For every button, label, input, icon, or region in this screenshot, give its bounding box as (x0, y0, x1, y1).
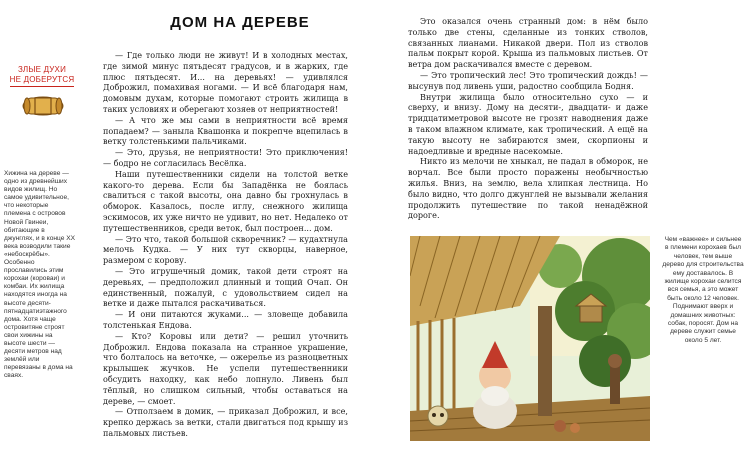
paragraph: — Это, друзья, не неприятности! Это приключения! — бодро не согласилась Весёлка. (103, 147, 348, 168)
right-sidebar-text: Чем «важнее» и сильнее в племени корохаев был человек, тем выше дерево для строительства ему доставалось. В жилище корохаи селится вся семья, а это может быть около 12 человек. Поднимают вверх и домашних животных: собак, поросят. Дом на дереве служит семье около 5 лет. (662, 236, 744, 344)
right-sidebar (662, 236, 744, 345)
treehouse-illustration (410, 236, 650, 441)
tag-line-1: ЗЛЫЕ ДУХИ (17, 65, 67, 74)
tag-underline (10, 86, 74, 87)
page-title: ДОМ НА ДЕРЕВЕ (170, 14, 310, 31)
paragraph: — И они питаются жуками... — зловеще добавила толстенькая Ендова. (103, 309, 348, 330)
paragraph: — Это игрушечный домик, такой дети строят на деревьях, — предположил длинный и тощий Очап. Он единственный, пожалуй, с удовольствием сидел на ветке и даже пытался раскачиваться. (103, 265, 348, 309)
left-sidebar (4, 170, 76, 380)
left-sidebar-text: Хижина на дереве — одно из древнейших видов жилищ. Но самое удивительное, что некоторые племена с островов Новой Гвинеи, обитающие в джунглях, и в конце XX века возводили такие «небоскрёбы». Особенно прославились этим корохаи (короваи) и комбаи. Их жилища находятся иногда на высоте десяти-пятнадцатиэтажного дома. Хотя чаще островитяне строят свои хижины на высоте шести — десяти метров над землёй или перевязаны в дома на сваях. (4, 170, 76, 380)
paragraph: — Кто? Коровы или дети? — решил уточнить Доброжил. Ендова показала на странное украшение, что болталось на веточке, — ожерелье из разноцветных крылышек жучков. Не успели путешественники обсудить находку, как небо лопнуло. Ливень был тёплый, но слишком сильный, чтобы оставаться на дереве, — смоет. (103, 330, 348, 406)
main-column-1 (103, 50, 348, 439)
paragraph: — Это что, такой большой скворечник? — кудахтнула мелочь Кудка. — У них тут скворцы, наверное, размером с корову. (103, 233, 348, 266)
section-tag (7, 65, 77, 87)
paragraph: Никто из мелочи не хныкал, не падал в обморок, не ворчал. Все были просто поражены необычностью жилья. Вниз, на землю, вела хлипкая лестница. Но было видно, что долго джунглей не вызывали желания продолжить путешествие по такой ненадёжной дороге. (408, 156, 648, 221)
main-column-2 (408, 16, 648, 221)
paragraph: Внутри жилища было относительно сухо — и сверху, и внизу. Дому на десяти-, двадцати- и даже тридцатиметровой высоте не грозят наводнения даже в таком влажном климате, как тропический. А ещё на такую высоту не забираются змеи, скорпионы и надоедливые и вредные насекомые. (408, 91, 648, 156)
paragraph: Это оказался очень странный дом: в нём было только две стены, сделанные из тонких стволов, связанных лианами. Никакой двери. Пол из стволов пальм покрыт корой. Крыша из пальмовых листьев. От ветра дом раскачивался вместе с деревом. (408, 16, 648, 70)
paragraph: — Отползаем в домик, — приказал Доброжил, и все, крепко держась за ветки, стали двигаться под крышу из пальмовых листьев. (103, 406, 348, 438)
barrel-icon (20, 95, 66, 117)
tag-line-2: НЕ ДОБЕРУТСЯ (9, 75, 75, 84)
paragraph: — А что же мы сами в неприятности всё время попадаем? — заныла Квашонка и покрепче вцепилась в ветку толстенькими пальчиками. (103, 114, 348, 147)
paragraph: — Это тропический лес! Это тропический дождь! — высунув под ливень уши, радостно сообщила Бодня. (408, 69, 648, 91)
paragraph: — Где только люди не живут! И в холодных местах, где зимой минус пятьдесят градусов, и в жарких, где плюс пятьдесят. И... на деревьях! — удивлялся Доброжил, помахивая ногами. — И всё благодаря нам, домовым духам, которые помогают строить жилища в таких условиях и оберегают хозяев от неприятностей! (103, 50, 348, 114)
paragraph: Наши путешественники сидели на толстой ветке какого-то дерева. Если бы Западёнка не боялась свалиться с такой высоты, она давно бы грохнулась в обморок. Казалось, после иглу, снежного жилища эскимосов, их уже ничто не удивит, но нет. Недалеко от путешественников, среди веток, был построен... дом. (103, 168, 348, 233)
